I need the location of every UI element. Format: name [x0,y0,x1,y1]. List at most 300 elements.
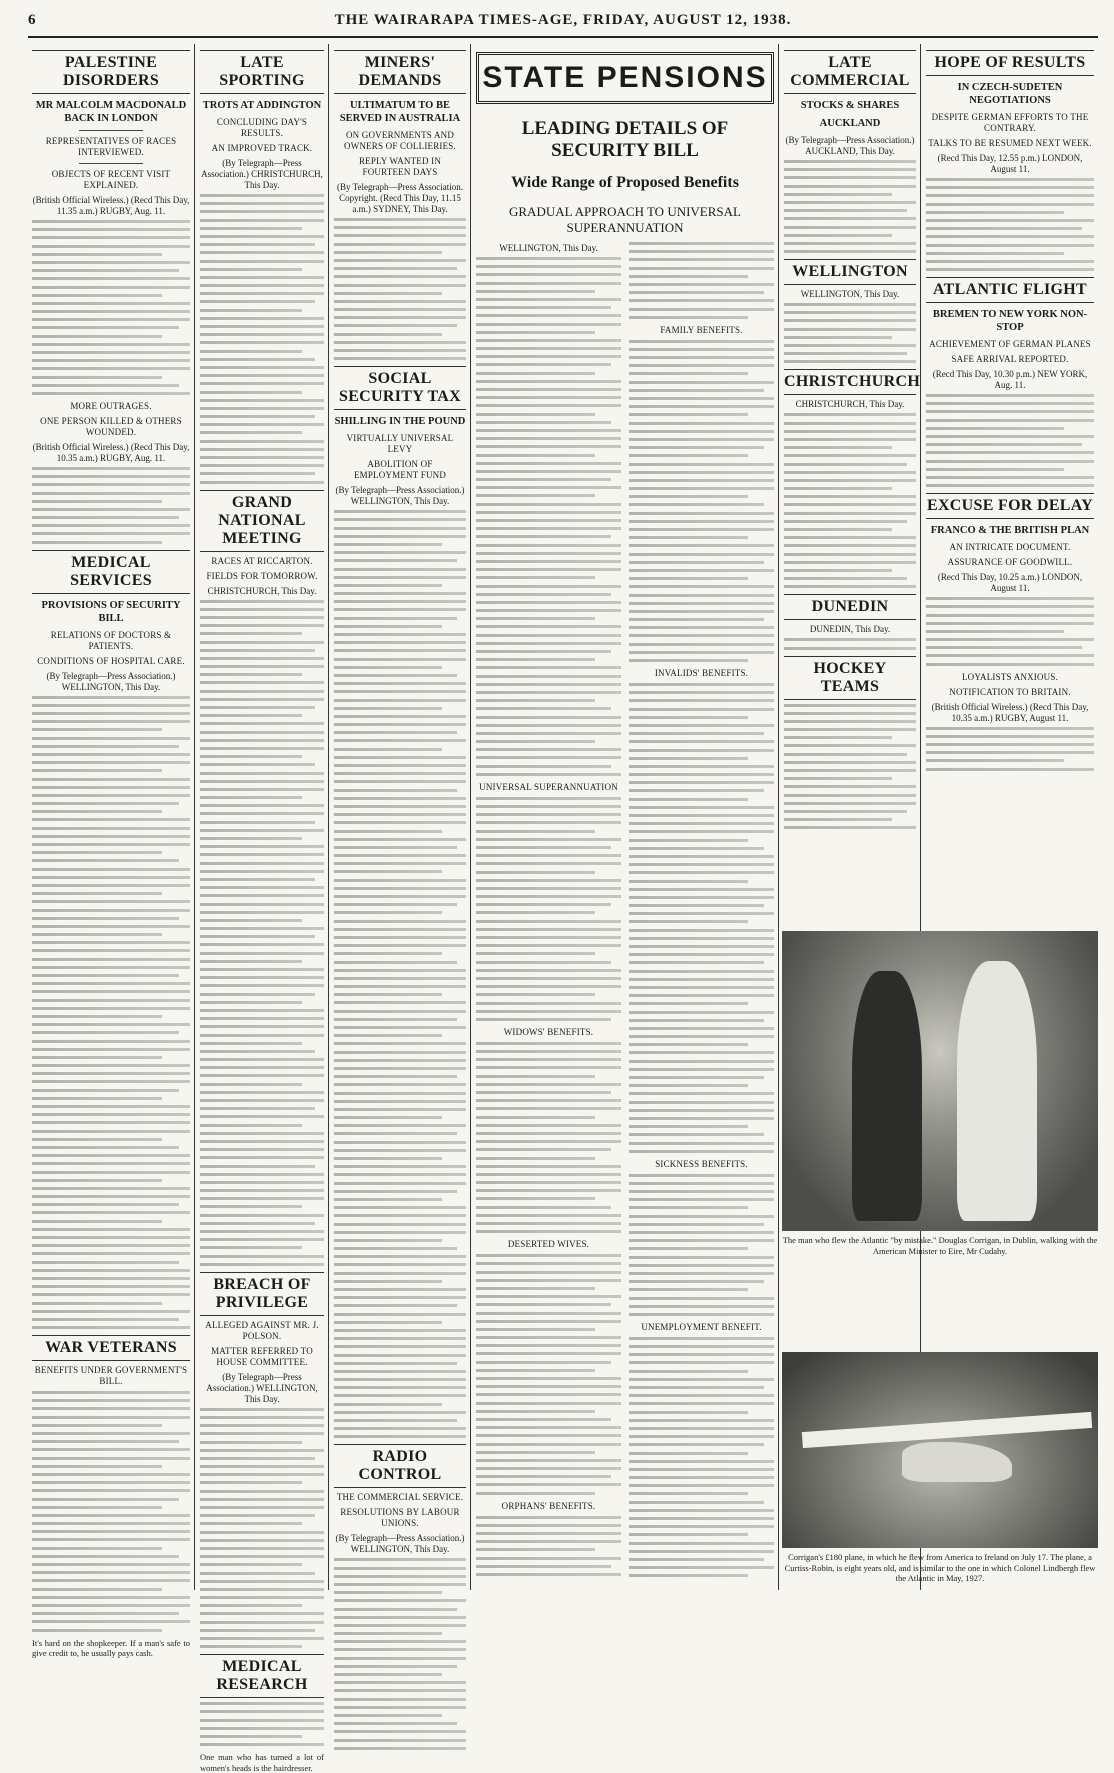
text-line [334,895,466,898]
text-line [629,569,774,572]
text-line [32,696,190,699]
text-line [334,1313,466,1316]
text-line [200,1465,324,1468]
text-line [784,193,892,196]
text-line [32,737,190,740]
text-line [334,1747,466,1750]
text-line [629,1215,774,1218]
text-line [334,1583,466,1586]
text-line [200,456,324,459]
text-line [32,958,190,961]
text-line [476,1058,621,1061]
text-line [629,749,774,752]
text-line [629,1452,748,1455]
article-body [784,160,916,253]
text-line [476,1336,621,1339]
subhead: RELATIONS OF DOCTORS & PATIENTS. [50,629,172,651]
text-line [926,476,1094,479]
text-line [629,283,774,286]
text-line [32,1432,190,1435]
text-line [32,492,190,495]
text-line [629,528,774,531]
text-line [476,1565,611,1568]
text-line [629,970,774,973]
text-line [32,294,162,297]
text-line [926,402,1094,405]
text-line [200,1481,302,1484]
text-line [200,780,324,783]
text-line [334,1640,466,1643]
text-line [629,487,774,490]
text-line [629,1460,774,1463]
headline-atlantic-flight: ATLANTIC FLIGHT [926,277,1094,303]
text-line [629,699,774,702]
text-line [32,343,190,346]
text-line [629,1125,748,1128]
text-line [629,1231,774,1234]
text-line [32,367,190,370]
text-line [334,316,466,319]
text-line [200,1645,302,1648]
text-line [926,419,1094,422]
subhead: ACHIEVEMENT OF GERMAN PLANES [929,339,1091,350]
text-line [334,341,466,344]
text-line [32,1097,162,1100]
text-line [32,1130,190,1133]
text-line [784,561,916,564]
text-line [334,568,466,571]
text-line [334,1698,466,1701]
text-line [334,911,442,914]
text-line [334,1616,466,1619]
text-line [32,900,190,903]
text-line [32,1040,190,1043]
text-line [32,761,190,764]
deck: Wide Range of Proposed Benefits [511,174,739,191]
text-line [784,536,916,539]
text-line [32,384,179,387]
text-line [476,1271,621,1274]
subhead: STOCKS & SHARES [800,100,900,111]
text-line [629,716,748,719]
text-line [200,440,324,443]
text-line [926,186,1094,189]
text-line [200,341,324,344]
text-line [200,1563,302,1566]
text-line [334,275,466,278]
text-line [476,1140,621,1143]
text-line [629,610,774,613]
text-line [476,683,621,686]
text-line [200,1522,302,1525]
text-line [334,349,466,352]
text-line [784,544,916,547]
text-line [32,1318,179,1321]
text-line [784,217,916,220]
text-line [334,1223,466,1226]
text-line [334,1419,457,1422]
text-line [32,753,190,756]
text-line [926,435,1094,438]
text-line [476,445,621,448]
text-line [629,413,748,416]
text-line [926,427,1064,430]
text-line [476,306,611,309]
text-line [476,854,621,857]
text-line [784,769,916,772]
text-line [926,268,1094,271]
text-line [200,657,324,660]
text-line [629,422,774,425]
text-line [926,451,1094,454]
text-line [629,275,748,278]
text-line [629,372,748,375]
text-line [334,1599,466,1602]
text-line [32,802,179,805]
text-line [476,552,621,555]
text-line [629,1476,774,1479]
text-line [32,1293,190,1296]
text-line [476,282,621,285]
text-line [476,732,621,735]
text-line [200,251,324,254]
text-line [334,1632,442,1635]
text-line [926,605,1094,608]
text-line [926,194,1094,197]
text-line [32,1588,162,1591]
text-line [629,888,774,891]
article-body [629,340,774,662]
text-line [629,553,774,556]
headline-palestine-disorders: PALESTINE DISORDERS [32,50,190,94]
text-line [476,756,621,759]
text-line [32,310,190,313]
article-body [784,704,916,830]
text-line [334,961,457,964]
text-line [784,520,907,523]
text-line [476,895,621,898]
text-line [334,649,466,652]
text-line [476,1042,621,1045]
text-line [32,712,190,715]
text-line [926,597,1094,600]
text-line [629,724,774,727]
text-line [629,454,748,457]
text-line [784,487,892,490]
text-line [629,618,764,621]
text-line [32,884,190,887]
text-line [629,978,774,981]
text-line [784,638,916,641]
text-line [784,794,916,797]
text-line [32,1015,162,1018]
text-line [334,1608,457,1611]
subhead: BREMEN TO NEW YORK NON-STOP [932,309,1088,334]
text-line [629,1435,774,1438]
text-line [334,682,466,685]
text-line [334,1075,457,1078]
text-line [784,777,892,780]
text-line [476,985,621,988]
text-line [629,855,774,858]
photo-caption: Corrigan's £180 plane, in which he flew from America to Ireland on July 17. The plane, a Curtiss-Robin, is eight years old, and is similar to the one in which Colonel Lindbergh flew the Atlantic in May, 1927. [784,1552,1096,1583]
dateline: WELLINGTON, This Day. [800,289,900,300]
text-line [476,862,621,865]
newspaper-title: THE WAIRARAPA TIMES-AGE, FRIDAY, AUGUST 12, 1938. [334,12,792,28]
text-line [629,1035,774,1038]
photo-caption: The man who flew the Atlantic "by mistake." Douglas Corrigan, in Dublin, walking with the American Minister to Eire, Mr Cudahy. [782,1235,1098,1256]
text-line [476,1222,621,1225]
text-line [200,1230,324,1233]
text-line [334,1165,466,1168]
text-line [629,1206,748,1209]
text-line [629,561,764,564]
text-line [200,1441,302,1444]
text-line [476,1312,621,1315]
text-line [32,376,162,379]
text-line [334,1386,466,1389]
text-line [200,202,324,205]
text-line [629,1402,774,1405]
text-line [334,1370,466,1373]
text-line [334,1730,466,1733]
text-line [32,1228,190,1231]
subhead: ONE PERSON KILLED & OTHERS WOUNDED. [40,415,182,437]
text-line [334,821,466,824]
text-line [334,1116,442,1119]
text-line [32,532,190,535]
column-rule [470,44,471,1590]
text-line [334,1689,466,1692]
article-body [200,600,324,1266]
text-line [32,1612,179,1615]
text-line [32,516,179,519]
text-line [200,698,324,701]
text-line [334,739,466,742]
text-line [334,756,466,759]
headline-medical-research: MEDICAL RESEARCH [200,1654,324,1698]
text-line [476,503,621,506]
text-line [629,1305,774,1308]
text-line [629,1313,774,1316]
text-line [334,1100,466,1103]
text-line [926,244,1094,247]
text-line [200,333,324,336]
text-line [926,646,1082,649]
dateline: WELLINGTON, This Day. [499,243,598,253]
text-line [32,1391,190,1394]
text-line [334,764,466,767]
text-line [334,674,457,677]
text-line [476,1418,611,1421]
text-line [476,1018,611,1021]
text-line [200,464,324,467]
text-line [32,1146,179,1149]
text-line [200,1449,324,1452]
text-line [629,1051,774,1054]
headline-wellington: WELLINGTON [784,259,916,285]
column-rule [778,44,779,1590]
text-line [476,454,595,457]
text-line [629,814,774,817]
text-line [200,1001,302,1004]
text-line [784,712,916,715]
text-line [476,486,621,489]
text-line [200,894,324,897]
text-line [629,789,764,792]
text-line [629,242,774,245]
text-line [334,551,466,554]
text-line [784,360,916,363]
text-line [200,366,324,369]
text-line [629,1280,764,1283]
subhead: NOTIFICATION TO BRITAIN. [949,686,1071,697]
text-line [629,397,774,400]
text-line [476,1214,621,1217]
text-line [629,1223,764,1226]
text-line [476,1254,621,1257]
dateline: (By Telegraph—Press Association.) WELLINGTON, This Day. [46,670,176,692]
text-line [32,467,190,470]
subhead: REPRESENTATIVES OF RACES INTERVIEWED. [45,136,177,157]
text-line [476,911,595,914]
text-line [784,528,892,531]
text-line [629,1533,748,1536]
text-line [200,739,324,742]
article-body [926,178,1094,271]
text-line [334,789,457,792]
text-line [476,977,621,980]
text-line [784,736,892,739]
text-line [334,1182,466,1185]
text-line [476,903,611,906]
masthead [28,6,1098,38]
text-line [629,1370,748,1373]
headline-miners-demands: MINERS' DEMANDS [334,50,466,94]
text-line [476,1426,621,1429]
text-line [32,1530,190,1533]
text-line [200,812,324,815]
text-line [476,1361,611,1364]
text-line [784,818,892,821]
divider [79,163,142,164]
text-line [476,936,621,939]
text-line [32,1620,190,1623]
text-line [476,1573,621,1576]
text-line [334,284,466,287]
text-line [784,201,916,204]
text-line [334,944,466,947]
text-line [784,185,916,188]
text-line [629,446,764,449]
text-line [476,257,621,260]
text-line [200,665,324,668]
text-line [200,1181,324,1184]
column-rule [328,44,329,1590]
text-line [200,431,302,434]
text-line [784,577,907,580]
text-line [200,1719,324,1722]
text-line [476,1116,595,1119]
text-line [476,993,595,996]
text-line [629,308,774,311]
text-line [200,1490,324,1493]
text-line [476,585,621,588]
text-line [334,1190,457,1193]
text-line [200,1083,302,1086]
text-line [334,1255,466,1258]
text-line [476,748,621,751]
text-line [200,1058,324,1061]
text-line [476,314,621,317]
text-line [476,421,611,424]
text-line [32,302,190,305]
text-line [476,1524,621,1527]
text-line [629,1484,774,1487]
text-line [32,1596,190,1599]
text-line [200,235,324,238]
text-line [629,1509,774,1512]
text-line [334,870,442,873]
text-line [200,870,324,873]
text-line [629,1394,774,1397]
subhead: SICKNESS BENEFITS. [655,1158,748,1169]
text-line [629,1043,748,1046]
text-line [200,984,324,987]
headline-breach-of-privilege: BREACH OF PRIVILEGE [200,1272,324,1316]
photo-corrigan-plane [782,1352,1098,1548]
column-2 [196,44,328,1773]
text-line [784,785,916,788]
text-line [32,917,179,920]
subhead: ALLEGED AGAINST MR. J. POLSON. [205,1319,319,1341]
text-line [334,879,466,882]
deck: LEADING DETAILS OF SECURITY BILL [521,118,729,161]
text-line [629,291,764,294]
text-line [926,203,1094,206]
article-body [32,1391,190,1631]
text-line [334,1132,457,1135]
text-line [32,220,190,223]
text-line [784,209,907,212]
text-line [476,1402,621,1405]
text-line [629,929,774,932]
text-line [32,483,190,486]
text-line [476,273,621,276]
text-line [334,1354,466,1357]
text-line [334,535,466,538]
text-line [32,1162,190,1165]
photo-block-corrigan [782,925,1098,1264]
column-centre [472,44,778,1590]
text-line [334,797,466,800]
text-line [334,1362,457,1365]
text-line [334,510,466,513]
text-line [629,1353,774,1356]
page-number: 6 [28,12,36,28]
text-line [32,1310,190,1313]
text-line [200,407,324,410]
text-line [200,243,315,246]
text-line [334,805,466,808]
text-line [200,1214,324,1217]
text-line [629,880,748,883]
text-line [32,1089,179,1092]
text-line [200,1621,324,1624]
text-line [629,1117,774,1120]
text-line [629,1060,774,1063]
text-line [334,731,457,734]
